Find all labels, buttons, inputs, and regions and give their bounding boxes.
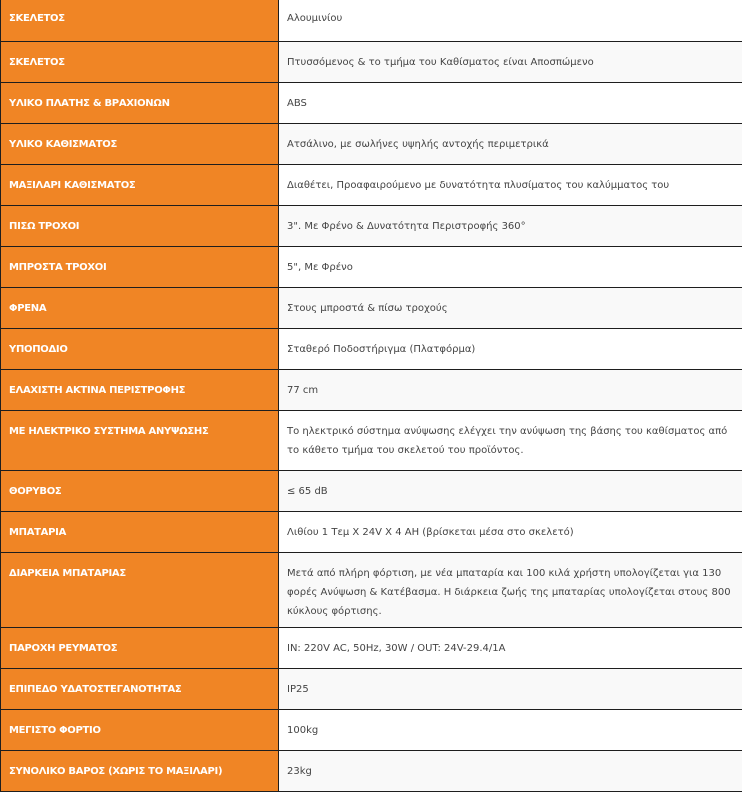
spec-label xyxy=(1,206,279,247)
spec-value xyxy=(279,124,742,165)
spec-label xyxy=(1,83,279,124)
spec-row-frame-folding xyxy=(1,42,742,83)
spec-label xyxy=(1,370,279,411)
spec-value-text: 23kg xyxy=(287,751,734,781)
spec-value-text: Μετά από πλήρη φόρτιση, με νέα μπαταρία και 100 κιλά χρήστη υπολογίζεται για 130 φορές Ανύψωση & Κατέβασμα. Η διάρκεια ζωής της μπαταρίας υπολογίζεται στους 800 κύκλους φόρτισης. xyxy=(287,553,734,621)
spec-label xyxy=(1,669,279,710)
spec-value-text: Σταθερό Ποδοστήριγμα (Πλατφόρμα) xyxy=(287,329,734,359)
spec-value xyxy=(279,751,742,792)
spec-row-brakes xyxy=(1,288,742,329)
spec-value xyxy=(279,288,742,329)
spec-value xyxy=(279,370,742,411)
spec-value-text: 5", Με Φρένο xyxy=(287,247,734,277)
spec-label-text: ΜΕ ΗΛΕΚΤΡΙΚΟ ΣΥΣΤΗΜΑ ΑΝΥΨΩΣΗΣ xyxy=(9,411,270,440)
spec-value-text: IP25 xyxy=(287,669,734,699)
spec-value xyxy=(279,165,742,206)
spec-label xyxy=(1,628,279,669)
spec-label xyxy=(1,165,279,206)
spec-row-footrest xyxy=(1,329,742,370)
spec-value xyxy=(279,206,742,247)
spec-row-battery xyxy=(1,512,742,553)
spec-row-battery-life xyxy=(1,553,742,628)
spec-value xyxy=(279,83,742,124)
spec-label-text: ΕΛΑΧΙΣΤΗ ΑΚΤΙΝΑ ΠΕΡΙΣΤΡΟΦΗΣ xyxy=(9,370,270,399)
spec-value-text: IN: 220V AC, 50Hz, 30W / OUT: 24V-29.4/1A xyxy=(287,628,734,658)
spec-label xyxy=(1,471,279,512)
spec-row-electric-lift xyxy=(1,411,742,471)
spec-row-waterproof-level xyxy=(1,669,742,710)
spec-value-text: Το ηλεκτρικό σύστημα ανύψωσης ελέγχει την ανύψωση της βάσης του καθίσματος από το κάθετο τμήμα του σκελετού του προϊόντος. xyxy=(287,411,734,460)
spec-label-text: ΣΥΝΟΛΙΚΟ ΒΑΡΟΣ (ΧΩΡΙΣ ΤΟ ΜΑΞΙΛΑΡΙ) xyxy=(9,751,270,780)
spec-label-text: ΣΚΕΛΕΤΟΣ xyxy=(9,42,270,71)
spec-value-text: Λιθίου 1 Τεμ X 24V X 4 AH (βρίσκεται μέσα στο σκελετό) xyxy=(287,512,734,542)
spec-label-text: ΜΑΞΙΛΑΡΙ ΚΑΘΙΣΜΑΤΟΣ xyxy=(9,165,270,194)
spec-label xyxy=(1,512,279,553)
spec-label-text: ΥΛΙΚΟ ΚΑΘΙΣΜΑΤΟΣ xyxy=(9,124,270,153)
spec-row-front-wheels xyxy=(1,247,742,288)
spec-label-text: ΥΛΙΚΟ ΠΛΑΤΗΣ & ΒΡΑΧΙΟΝΩΝ xyxy=(9,83,270,112)
spec-row-total-weight xyxy=(1,751,742,792)
spec-value xyxy=(279,329,742,370)
spec-value-text: 77 cm xyxy=(287,370,734,400)
spec-label-text: ΕΠΙΠΕΔΟ ΥΔΑΤΟΣΤΕΓΑΝΟΤΗΤΑΣ xyxy=(9,669,270,698)
spec-label-text: ΠΑΡΟΧΗ ΡΕΥΜΑΤΟΣ xyxy=(9,628,270,657)
spec-label xyxy=(1,710,279,751)
spec-label-text: ΜΠΑΤΑΡΙΑ xyxy=(9,512,270,541)
spec-label-text: ΔΙΑΡΚΕΙΑ ΜΠΑΤΑΡΙΑΣ xyxy=(9,553,270,582)
spec-row-power-supply xyxy=(1,628,742,669)
spec-label xyxy=(1,751,279,792)
spec-row-rear-wheels xyxy=(1,206,742,247)
spec-value xyxy=(279,42,742,83)
spec-row-seat-material xyxy=(1,124,742,165)
spec-label xyxy=(1,124,279,165)
spec-row-frame-material xyxy=(1,0,742,42)
spec-label-text: ΦΡΕΝΑ xyxy=(9,288,270,317)
spec-label xyxy=(1,411,279,471)
spec-value xyxy=(279,628,742,669)
spec-label-text: ΜΕΓΙΣΤΟ ΦΟΡΤΙΟ xyxy=(9,710,270,739)
spec-row-turning-radius xyxy=(1,370,742,411)
spec-label xyxy=(1,42,279,83)
spec-value-text: Διαθέτει, Προαφαιρούμενο με δυνατότητα πλυσίματος του καλύμματος του xyxy=(287,165,734,195)
spec-label xyxy=(1,0,279,42)
spec-value xyxy=(279,553,742,628)
spec-value-text: ABS xyxy=(287,83,734,113)
spec-label-text: ΣΚΕΛΕΤΟΣ xyxy=(9,0,270,27)
spec-row-back-armrest-material xyxy=(1,83,742,124)
spec-value-text: Στους μπροστά & πίσω τροχούς xyxy=(287,288,734,318)
spec-label xyxy=(1,329,279,370)
spec-value xyxy=(279,411,742,471)
spec-value xyxy=(279,0,742,42)
spec-label xyxy=(1,553,279,628)
spec-label xyxy=(1,288,279,329)
spec-label-text: ΠΙΣΩ ΤΡΟΧΟΙ xyxy=(9,206,270,235)
spec-value-text: 3". Με Φρένο & Δυνατότητα Περιστροφής 360° xyxy=(287,206,734,236)
spec-row-seat-cushion xyxy=(1,165,742,206)
spec-label-text: ΜΠΡΟΣΤΑ ΤΡΟΧΟΙ xyxy=(9,247,270,276)
spec-label xyxy=(1,247,279,288)
spec-value xyxy=(279,512,742,553)
spec-value-text: ≤ 65 dB xyxy=(287,471,734,501)
specifications-table-body xyxy=(1,0,742,792)
spec-row-max-load xyxy=(1,710,742,751)
spec-value-text: Πτυσσόμενος & το τμήμα του Καθίσματος είναι Αποσπώμενο xyxy=(287,42,734,72)
spec-label-text: ΘΟΡΥΒΟΣ xyxy=(9,471,270,500)
spec-value-text: 100kg xyxy=(287,710,734,740)
spec-value-text: Αλουμινίου xyxy=(287,0,734,28)
spec-value xyxy=(279,247,742,288)
spec-label-text: ΥΠΟΠΟΔΙΟ xyxy=(9,329,270,358)
spec-row-noise xyxy=(1,471,742,512)
spec-value xyxy=(279,471,742,512)
spec-value-text: Ατσάλινο, με σωλήνες υψηλής αντοχής περιμετρικά xyxy=(287,124,734,154)
spec-value xyxy=(279,669,742,710)
spec-value xyxy=(279,710,742,751)
